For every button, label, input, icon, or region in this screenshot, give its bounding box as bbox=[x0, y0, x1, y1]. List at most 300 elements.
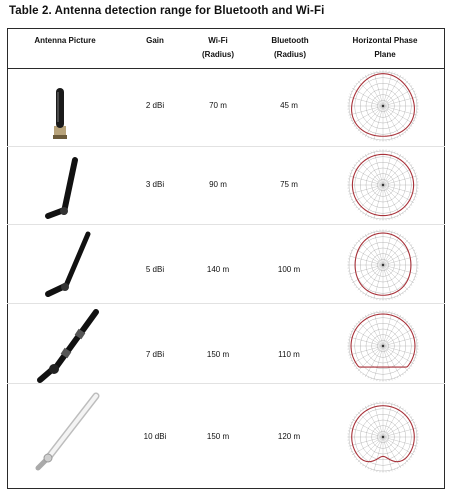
polar-pattern-chart bbox=[346, 148, 420, 222]
polar-tick bbox=[350, 334, 352, 335]
polar-tick bbox=[412, 88, 413, 89]
polar-tick bbox=[363, 293, 364, 294]
polar-tick bbox=[365, 375, 366, 376]
polar-tick bbox=[356, 207, 357, 208]
polar-tick bbox=[365, 234, 366, 235]
polar-spoke bbox=[383, 322, 407, 346]
header-gain: Gain bbox=[146, 36, 164, 45]
polar-tick bbox=[395, 232, 396, 234]
polar-spoke bbox=[383, 346, 412, 363]
polar-tick bbox=[352, 247, 353, 248]
polar-spoke bbox=[383, 185, 412, 202]
polar-spoke bbox=[383, 168, 412, 185]
polar-spoke bbox=[354, 420, 383, 437]
polar-spoke bbox=[359, 161, 383, 185]
polar-tick bbox=[405, 211, 406, 212]
polar-tick bbox=[356, 414, 357, 415]
polar-tick bbox=[358, 461, 359, 462]
polar-tick bbox=[407, 289, 408, 290]
polar-tick bbox=[360, 291, 361, 292]
polar-tick bbox=[414, 199, 415, 200]
polar-tick bbox=[363, 374, 364, 375]
polar-tick bbox=[415, 94, 417, 95]
polar-spoke bbox=[359, 265, 383, 289]
bluetooth-cell: 100 m bbox=[277, 265, 301, 274]
polar-tick bbox=[412, 419, 413, 420]
polar-spoke bbox=[383, 185, 400, 214]
polar-tick bbox=[356, 242, 357, 243]
polar-tick bbox=[395, 138, 396, 140]
polar-tick bbox=[397, 153, 398, 154]
polar-tick bbox=[356, 459, 357, 460]
polar-tick bbox=[350, 197, 352, 198]
polar-tick bbox=[411, 417, 412, 418]
polar-spoke bbox=[366, 317, 383, 346]
polar-tick bbox=[360, 238, 361, 239]
polar-tick bbox=[409, 207, 410, 208]
polar-tick bbox=[412, 328, 413, 329]
polar-tick bbox=[405, 132, 406, 133]
polar-tick bbox=[358, 412, 359, 413]
gain-cell: 3 dBi bbox=[145, 180, 165, 189]
polar-tick bbox=[397, 405, 398, 406]
polar-tick bbox=[356, 162, 357, 163]
polar-tick bbox=[371, 469, 372, 471]
polar-tick bbox=[414, 451, 415, 452]
polar-pattern-chart bbox=[346, 400, 420, 474]
header-phase-line2: Plane bbox=[374, 50, 396, 59]
polar-tick bbox=[412, 202, 413, 203]
polar-tick bbox=[371, 404, 372, 406]
polar-tick bbox=[371, 73, 372, 75]
polar-tick bbox=[354, 366, 355, 367]
polar-spoke bbox=[366, 408, 383, 437]
polar-pattern-chart bbox=[346, 309, 420, 383]
polar-tick bbox=[409, 242, 410, 243]
wifi-cell: 90 m bbox=[209, 180, 227, 189]
polar-tick bbox=[358, 81, 359, 82]
polar-tick bbox=[405, 79, 406, 80]
polar-tick bbox=[360, 132, 361, 133]
polar-tick bbox=[407, 240, 408, 241]
header-antenna-picture: Antenna Picture bbox=[34, 36, 96, 45]
polar-tick bbox=[395, 313, 396, 315]
polar-tick bbox=[350, 358, 352, 359]
polar-tick bbox=[354, 457, 355, 458]
polar-spoke bbox=[366, 236, 383, 265]
polar-tick bbox=[415, 118, 417, 119]
polar-center-dot bbox=[382, 436, 384, 438]
polar-tick bbox=[415, 277, 417, 278]
polar-tick bbox=[407, 209, 408, 210]
polar-tick bbox=[351, 91, 352, 92]
polar-spoke bbox=[383, 413, 407, 437]
polar-spoke bbox=[366, 265, 383, 294]
polar-tick bbox=[356, 287, 357, 288]
polar-tick bbox=[403, 317, 404, 318]
polar-tick bbox=[400, 214, 401, 215]
polar-tick bbox=[354, 86, 355, 87]
polar-tick bbox=[403, 293, 404, 294]
polar-tick bbox=[365, 315, 366, 316]
polar-tick bbox=[356, 128, 357, 129]
polar-tick bbox=[352, 328, 353, 329]
polar-tick bbox=[412, 363, 413, 364]
polar-spoke bbox=[383, 408, 400, 437]
polar-spoke bbox=[359, 185, 383, 209]
polar-spoke bbox=[383, 82, 407, 106]
polar-spoke bbox=[383, 437, 412, 454]
polar-tick bbox=[411, 126, 412, 127]
polar-tick bbox=[350, 449, 352, 450]
polar-tick bbox=[358, 130, 359, 131]
polar-tick bbox=[360, 79, 361, 80]
polar-tick bbox=[350, 253, 352, 254]
polar-tick bbox=[400, 154, 401, 155]
polar-tick bbox=[397, 74, 398, 75]
polar-tick bbox=[403, 77, 404, 78]
polar-tick bbox=[397, 377, 398, 378]
polar-tick bbox=[371, 313, 372, 315]
polar-tick bbox=[350, 173, 352, 174]
polar-tick bbox=[351, 451, 352, 452]
polar-tick bbox=[415, 449, 417, 450]
polar-spoke bbox=[383, 106, 407, 130]
polar-tick bbox=[352, 123, 353, 124]
polar-tick bbox=[350, 277, 352, 278]
polar-tick bbox=[354, 417, 355, 418]
polar-spoke bbox=[354, 437, 383, 454]
polar-tick bbox=[411, 326, 412, 327]
gain-cell: 7 dBi bbox=[145, 350, 165, 359]
polar-tick bbox=[358, 240, 359, 241]
header-bluetooth bbox=[254, 34, 326, 62]
polar-spoke bbox=[383, 346, 407, 370]
polar-tick bbox=[356, 83, 357, 84]
polar-tick bbox=[407, 321, 408, 322]
polar-tick bbox=[363, 77, 364, 78]
polar-tick bbox=[363, 408, 364, 409]
polar-tick bbox=[350, 425, 352, 426]
polar-tick bbox=[400, 294, 401, 295]
polar-tick bbox=[371, 152, 372, 154]
polar-center-dot bbox=[382, 264, 384, 266]
polar-spoke bbox=[383, 241, 407, 265]
polar-tick bbox=[395, 152, 396, 154]
polar-spoke bbox=[354, 329, 383, 346]
polar-tick bbox=[354, 326, 355, 327]
polar-tick bbox=[405, 372, 406, 373]
polar-spoke bbox=[359, 82, 383, 106]
polar-tick bbox=[403, 134, 404, 135]
polar-spoke bbox=[354, 168, 383, 185]
polar-tick bbox=[412, 454, 413, 455]
polar-spoke bbox=[366, 346, 383, 375]
polar-tick bbox=[356, 323, 357, 324]
polar-tick bbox=[360, 211, 361, 212]
polar-tick bbox=[395, 378, 396, 380]
polar-tick bbox=[351, 279, 352, 280]
polar-spoke bbox=[366, 106, 383, 135]
polar-tick bbox=[363, 134, 364, 135]
polar-tick bbox=[363, 156, 364, 157]
polar-tick bbox=[365, 406, 366, 407]
polar-tick bbox=[363, 236, 364, 237]
polar-tick bbox=[409, 162, 410, 163]
polar-tick bbox=[403, 156, 404, 157]
polar-tick bbox=[395, 469, 396, 471]
polar-tick bbox=[397, 216, 398, 217]
polar-tick bbox=[411, 245, 412, 246]
polar-tick bbox=[350, 118, 352, 119]
polar-tick bbox=[400, 375, 401, 376]
polar-tick bbox=[352, 167, 353, 168]
polar-spoke bbox=[359, 413, 383, 437]
polar-tick bbox=[414, 120, 415, 121]
polar-pattern-chart bbox=[346, 228, 420, 302]
polar-tick bbox=[414, 250, 415, 251]
polar-tick bbox=[395, 404, 396, 406]
header-wifi bbox=[182, 34, 254, 62]
polar-tick bbox=[368, 377, 369, 378]
polar-tick bbox=[411, 205, 412, 206]
polar-tick bbox=[409, 368, 410, 369]
polar-tick bbox=[365, 154, 366, 155]
polar-spoke bbox=[383, 236, 400, 265]
polar-tick bbox=[365, 294, 366, 295]
polar-tick bbox=[400, 315, 401, 316]
polar-center-dot bbox=[382, 345, 384, 347]
polar-tick bbox=[358, 370, 359, 371]
polar-tick bbox=[354, 165, 355, 166]
polar-spoke bbox=[354, 185, 383, 202]
polar-spoke bbox=[359, 346, 383, 370]
polar-tick bbox=[397, 314, 398, 315]
polar-tick bbox=[409, 459, 410, 460]
polar-spoke bbox=[366, 77, 383, 106]
polar-tick bbox=[409, 323, 410, 324]
polar-tick bbox=[403, 213, 404, 214]
polar-tick bbox=[415, 253, 417, 254]
polar-tick bbox=[356, 368, 357, 369]
polar-tick bbox=[412, 247, 413, 248]
polar-tick bbox=[405, 158, 406, 159]
polar-tick bbox=[365, 75, 366, 76]
polar-tick bbox=[415, 197, 417, 198]
header-wifi-line2: (Radius) bbox=[202, 50, 234, 59]
polar-tick bbox=[395, 73, 396, 75]
wifi-cell: 70 m bbox=[209, 101, 227, 110]
polar-tick bbox=[358, 321, 359, 322]
polar-spoke bbox=[383, 156, 400, 185]
polar-spoke bbox=[383, 420, 412, 437]
bluetooth-cell: 75 m bbox=[280, 180, 298, 189]
polar-tick bbox=[351, 170, 352, 171]
polar-spoke bbox=[383, 346, 400, 375]
polar-tick bbox=[360, 463, 361, 464]
polar-tick bbox=[403, 408, 404, 409]
polar-tick bbox=[351, 199, 352, 200]
polar-tick bbox=[403, 374, 404, 375]
polar-tick bbox=[412, 167, 413, 168]
polar-tick bbox=[351, 120, 352, 121]
polar-tick bbox=[400, 234, 401, 235]
header-bluetooth-line1: Bluetooth bbox=[271, 36, 309, 45]
polar-spoke bbox=[383, 161, 407, 185]
polar-tick bbox=[351, 250, 352, 251]
bluetooth-cell: 110 m bbox=[278, 350, 300, 359]
polar-tick bbox=[358, 209, 359, 210]
polar-tick bbox=[395, 297, 396, 299]
polar-tick bbox=[368, 153, 369, 154]
polar-spoke bbox=[354, 106, 383, 123]
wifi-cell: 150 m bbox=[206, 432, 230, 441]
polar-tick bbox=[403, 465, 404, 466]
polar-tick bbox=[352, 454, 353, 455]
polar-spoke bbox=[359, 241, 383, 265]
polar-tick bbox=[354, 245, 355, 246]
polar-spoke bbox=[383, 106, 412, 123]
polar-tick bbox=[351, 422, 352, 423]
polar-tick bbox=[368, 296, 369, 297]
polar-tick bbox=[400, 75, 401, 76]
polar-tick bbox=[351, 360, 352, 361]
polar-spoke bbox=[383, 89, 412, 106]
polar-spoke bbox=[383, 106, 400, 135]
polar-spoke bbox=[383, 77, 400, 106]
polar-spoke bbox=[383, 265, 407, 289]
polar-spoke bbox=[383, 329, 412, 346]
polar-spoke bbox=[366, 156, 383, 185]
polar-tick bbox=[409, 287, 410, 288]
polar-tick bbox=[352, 419, 353, 420]
polar-tick bbox=[409, 128, 410, 129]
wifi-cell: 150 m bbox=[206, 350, 230, 359]
polar-spoke bbox=[383, 265, 400, 294]
polar-pattern-chart bbox=[346, 69, 420, 143]
gain-cell: 2 dBi bbox=[145, 101, 165, 110]
table-title: Table 2. Antenna detection range for Bluetooth and Wi-Fi bbox=[9, 5, 325, 17]
polar-tick bbox=[400, 135, 401, 136]
polar-tick bbox=[395, 217, 396, 219]
polar-tick bbox=[354, 126, 355, 127]
polar-tick bbox=[414, 91, 415, 92]
polar-tick bbox=[407, 130, 408, 131]
gain-cell: 10 dBi bbox=[143, 432, 167, 441]
polar-tick bbox=[368, 233, 369, 234]
polar-tick bbox=[412, 123, 413, 124]
polar-tick bbox=[405, 291, 406, 292]
polar-spoke bbox=[359, 322, 383, 346]
polar-tick bbox=[411, 165, 412, 166]
long-angled-antenna-icon bbox=[20, 228, 100, 308]
polar-tick bbox=[397, 296, 398, 297]
polar-spoke bbox=[383, 317, 400, 346]
polar-tick bbox=[368, 137, 369, 138]
polar-tick bbox=[360, 319, 361, 320]
polar-tick bbox=[352, 282, 353, 283]
polar-tick bbox=[365, 214, 366, 215]
polar-tick bbox=[411, 285, 412, 286]
polar-tick bbox=[415, 358, 417, 359]
polar-tick bbox=[414, 279, 415, 280]
polar-tick bbox=[365, 135, 366, 136]
polar-tick bbox=[368, 74, 369, 75]
polar-spoke bbox=[383, 185, 407, 209]
polar-tick bbox=[358, 160, 359, 161]
polar-tick bbox=[368, 405, 369, 406]
polar-tick bbox=[405, 238, 406, 239]
bluetooth-cell: 45 m bbox=[280, 101, 298, 110]
polar-tick bbox=[414, 170, 415, 171]
polar-tick bbox=[352, 363, 353, 364]
polar-tick bbox=[365, 466, 366, 467]
polar-tick bbox=[363, 317, 364, 318]
bluetooth-cell: 120 m bbox=[277, 432, 301, 441]
polar-tick bbox=[351, 331, 352, 332]
polar-tick bbox=[363, 213, 364, 214]
polar-tick bbox=[407, 370, 408, 371]
polar-tick bbox=[405, 463, 406, 464]
polar-spoke bbox=[354, 346, 383, 363]
polar-tick bbox=[350, 94, 352, 95]
polar-tick bbox=[400, 466, 401, 467]
polar-tick bbox=[411, 366, 412, 367]
angled-antenna-icon bbox=[20, 150, 100, 230]
polar-tick bbox=[360, 158, 361, 159]
white-high-gain-antenna-icon bbox=[20, 392, 100, 472]
polar-tick bbox=[414, 360, 415, 361]
polar-tick bbox=[363, 465, 364, 466]
polar-tick bbox=[368, 216, 369, 217]
polar-spoke bbox=[366, 185, 383, 214]
polar-tick bbox=[400, 406, 401, 407]
polar-tick bbox=[403, 236, 404, 237]
polar-tick bbox=[407, 412, 408, 413]
wifi-cell: 140 m bbox=[206, 265, 230, 274]
polar-tick bbox=[414, 331, 415, 332]
polar-tick bbox=[371, 217, 372, 219]
polar-tick bbox=[352, 202, 353, 203]
polar-tick bbox=[409, 83, 410, 84]
polar-tick bbox=[368, 468, 369, 469]
header-bluetooth-line2: (Radius) bbox=[274, 50, 306, 59]
polar-tick bbox=[405, 410, 406, 411]
polar-tick bbox=[354, 205, 355, 206]
polar-tick bbox=[397, 468, 398, 469]
polar-tick bbox=[415, 334, 417, 335]
polar-tick bbox=[397, 233, 398, 234]
polar-tick bbox=[405, 319, 406, 320]
polar-tick bbox=[407, 461, 408, 462]
polar-tick bbox=[352, 88, 353, 89]
polar-tick bbox=[358, 289, 359, 290]
polar-tick bbox=[414, 422, 415, 423]
header-phase-line1: Horizontal Phase bbox=[352, 36, 418, 45]
polar-tick bbox=[371, 378, 372, 380]
header-phase-plane bbox=[335, 34, 435, 62]
polar-tick bbox=[415, 425, 417, 426]
polar-tick bbox=[397, 137, 398, 138]
header-wifi-line1: Wi-Fi bbox=[208, 36, 228, 45]
polar-tick bbox=[407, 160, 408, 161]
gain-cell: 5 dBi bbox=[145, 265, 165, 274]
polar-tick bbox=[371, 297, 372, 299]
polar-tick bbox=[407, 81, 408, 82]
polar-tick bbox=[411, 86, 412, 87]
polar-tick bbox=[368, 314, 369, 315]
polar-tick bbox=[360, 372, 361, 373]
